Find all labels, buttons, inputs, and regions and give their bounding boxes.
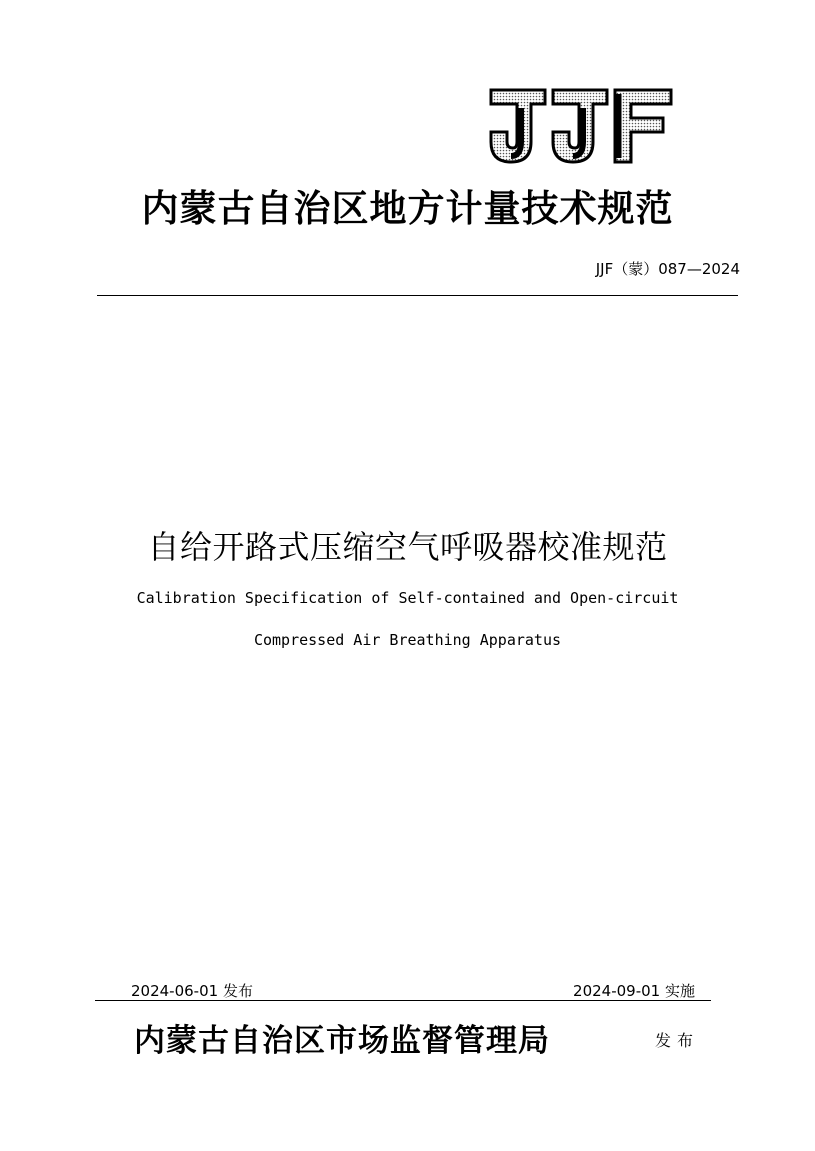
- release-date: 2024-06-01 发布: [131, 982, 253, 1000]
- standard-category-title: 内蒙古自治区地方计量技术规范: [141, 186, 674, 230]
- jjf-logo: [487, 86, 677, 166]
- effective-date: 2024-09-01 实施: [573, 982, 695, 1000]
- document-title-en-line1: Calibration Specification of Self-contained and Open-circuit: [136, 589, 679, 607]
- bottom-divider: [95, 1000, 711, 1001]
- top-divider: [97, 295, 738, 296]
- logo-letter-j2: [553, 90, 607, 162]
- document-title-en-line2: Compressed Air Breathing Apparatus: [253, 631, 562, 649]
- document-title-cn: 自给开路式压缩空气呼吸器校准规范: [147, 528, 668, 566]
- logo-letter-f: [615, 90, 671, 162]
- standard-code: JJF（蒙）087—2024: [595, 260, 740, 278]
- issue-label: 发布: [655, 1031, 700, 1050]
- issuing-authority: 内蒙古自治区市场监督管理局: [134, 1023, 550, 1059]
- logo-letter-j1: [491, 90, 545, 162]
